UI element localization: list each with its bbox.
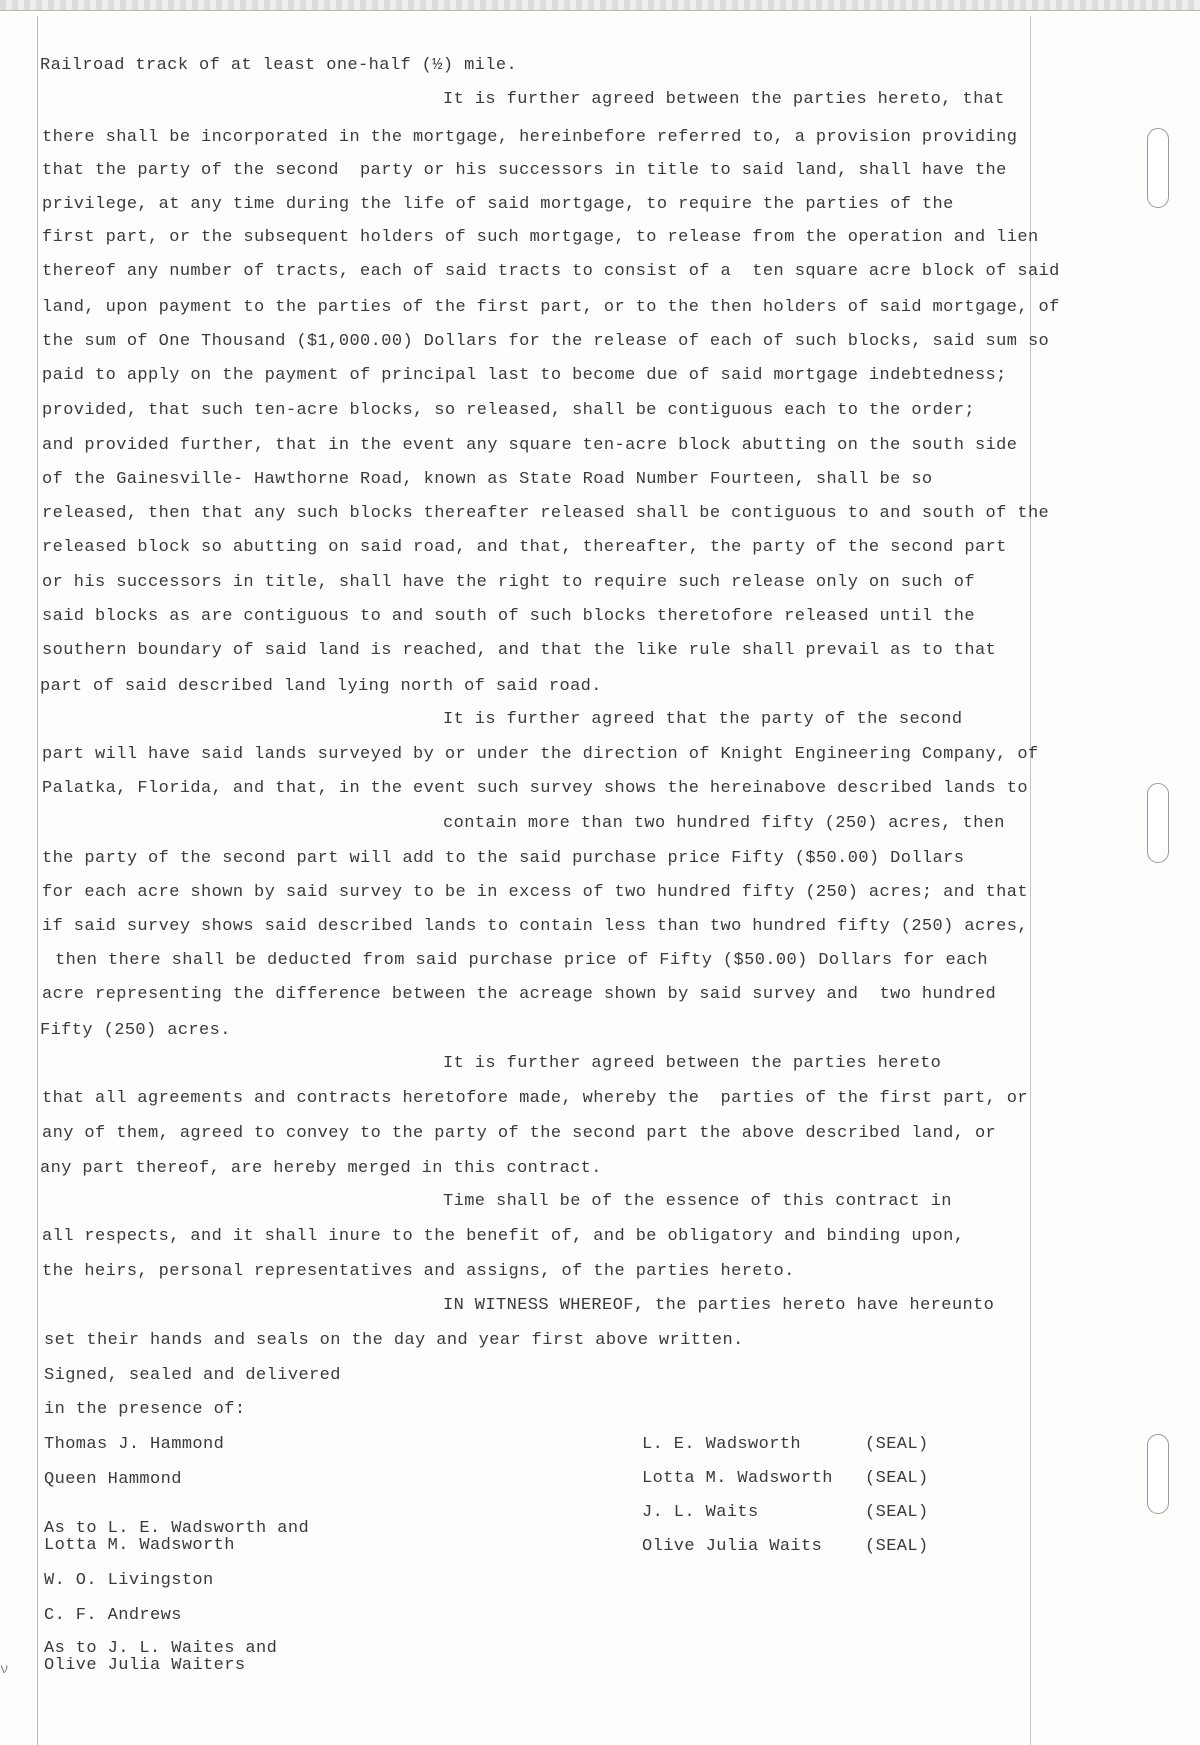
text-line: Railroad track of at least one-half (½) mile. (40, 56, 518, 75)
text-line: part of said described land lying north of said road. (40, 677, 602, 696)
seal-label: (SEAL) (865, 1503, 929, 1522)
text-line: land, upon payment to the parties of the first part, or to the then holders of said mortgage, of (42, 298, 1060, 317)
text-line: and provided further, that in the event any square ten-acre block abutting on the south side (42, 436, 1018, 455)
text-line: provided, that such ten-acre blocks, so released, shall be contiguous each to the order; (42, 401, 975, 420)
binder-hole (1147, 128, 1169, 208)
paragraph-start: It is further agreed that the party of the second (443, 710, 963, 729)
attestation-clause: in the presence of: (44, 1400, 246, 1419)
attestation-clause: Signed, sealed and delivered (44, 1366, 341, 1385)
text-line: southern boundary of said land is reached, and that the like rule shall prevail as to that (42, 641, 997, 660)
text-line: then there shall be deducted from said purchase price of Fifty ($50.00) Dollars for each (55, 951, 988, 970)
witness-caption: Olive Julia Waiters (44, 1656, 246, 1675)
binder-hole (1147, 783, 1169, 863)
text-line: the party of the second part will add to the said purchase price Fifty ($50.00) Dollars (42, 849, 965, 868)
witness-caption: Lotta M. Wadsworth (44, 1536, 235, 1555)
paragraph-start: IN WITNESS WHEREOF, the parties hereto have hereunto (443, 1296, 995, 1315)
witness-name: Queen Hammond (44, 1470, 182, 1489)
text-line: released, then that any such blocks thereafter released shall be contiguous to and south of the (42, 504, 1050, 523)
text-line: for each acre shown by said survey to be in excess of two hundred fifty (250) acres; and that (42, 883, 1028, 902)
seal-label: (SEAL) (865, 1435, 929, 1454)
text-line: thereof any number of tracts, each of said tracts to consist of a ten square acre block of said (42, 262, 1060, 281)
text-line: there shall be incorporated in the mortgage, hereinbefore referred to, a provision providing (42, 128, 1018, 147)
text-line: Palatka, Florida, and that, in the event such survey shows the hereinabove described lands to (42, 779, 1028, 798)
text-line: the heirs, personal representatives and assigns, of the parties hereto. (42, 1262, 795, 1281)
paragraph-start: It is further agreed between the parties hereto (443, 1054, 942, 1073)
witness-caption: As to L. E. Wadsworth and (44, 1519, 310, 1538)
paragraph-start: Time shall be of the essence of this contract in (443, 1192, 952, 1211)
signatory-name: L. E. Wadsworth (642, 1435, 802, 1454)
text-line: paid to apply on the payment of principal last to become due of said mortgage indebtedness; (42, 366, 1007, 385)
text-line: any of them, agreed to convey to the party of the second part the above described land, or (42, 1124, 997, 1143)
margin-mark: ν (0, 1662, 9, 1678)
text-line: of the Gainesville- Hawthorne Road, known as State Road Number Fourteen, shall be so (42, 470, 933, 489)
binder-hole (1147, 1434, 1169, 1514)
text-line: or his successors in title, shall have the right to require such release only on such of (42, 573, 975, 592)
signatory-name: J. L. Waits (642, 1503, 759, 1522)
text-line: released block so abutting on said road, and that, thereafter, the party of the second part (42, 538, 1007, 557)
text-line: said blocks as are contiguous to and south of such blocks theretofore released until the (42, 607, 975, 626)
signatory-name: Lotta M. Wadsworth (642, 1469, 833, 1488)
signatory-name: Olive Julia Waits (642, 1537, 823, 1556)
witness-name: Thomas J. Hammond (44, 1435, 225, 1454)
text-line: acre representing the difference between the acreage shown by said survey and two hundred (42, 985, 997, 1004)
text-line: all respects, and it shall inure to the benefit of, and be obligatory and binding upon, (42, 1227, 965, 1246)
witness-caption: As to J. L. Waites and (44, 1639, 278, 1658)
text-line: any part thereof, are hereby merged in this contract. (40, 1159, 602, 1178)
text-line: part will have said lands surveyed by or under the direction of Knight Engineering Company, of (42, 745, 1039, 764)
seal-label: (SEAL) (865, 1537, 929, 1556)
text-line: that the party of the second party or his successors in title to said land, shall have the (42, 161, 1007, 180)
text-line: if said survey shows said described lands to contain less than two hundred fifty (250) acres, (42, 917, 1028, 936)
text-line: privilege, at any time during the life of said mortgage, to require the parties of the (42, 195, 954, 214)
text-line: the sum of One Thousand ($1,000.00) Dollars for the release of each of such blocks, said sum so (42, 332, 1050, 351)
text-line: that all agreements and contracts heretofore made, whereby the parties of the first part, or (42, 1089, 1028, 1108)
text-line: Fifty (250) acres. (40, 1021, 231, 1040)
seal-label: (SEAL) (865, 1469, 929, 1488)
text-line: contain more than two hundred fifty (250) acres, then (443, 814, 1005, 833)
witness-name: C. F. Andrews (44, 1606, 182, 1625)
paragraph-start: It is further agreed between the parties hereto, that (443, 90, 1005, 109)
page-top-edge (0, 0, 1200, 11)
left-margin-rule (37, 16, 38, 1745)
text-line: first part, or the subsequent holders of such mortgage, to release from the operation and lien (42, 228, 1039, 247)
witness-name: W. O. Livingston (44, 1571, 214, 1590)
text-line: set their hands and seals on the day and year first above written. (44, 1331, 744, 1350)
